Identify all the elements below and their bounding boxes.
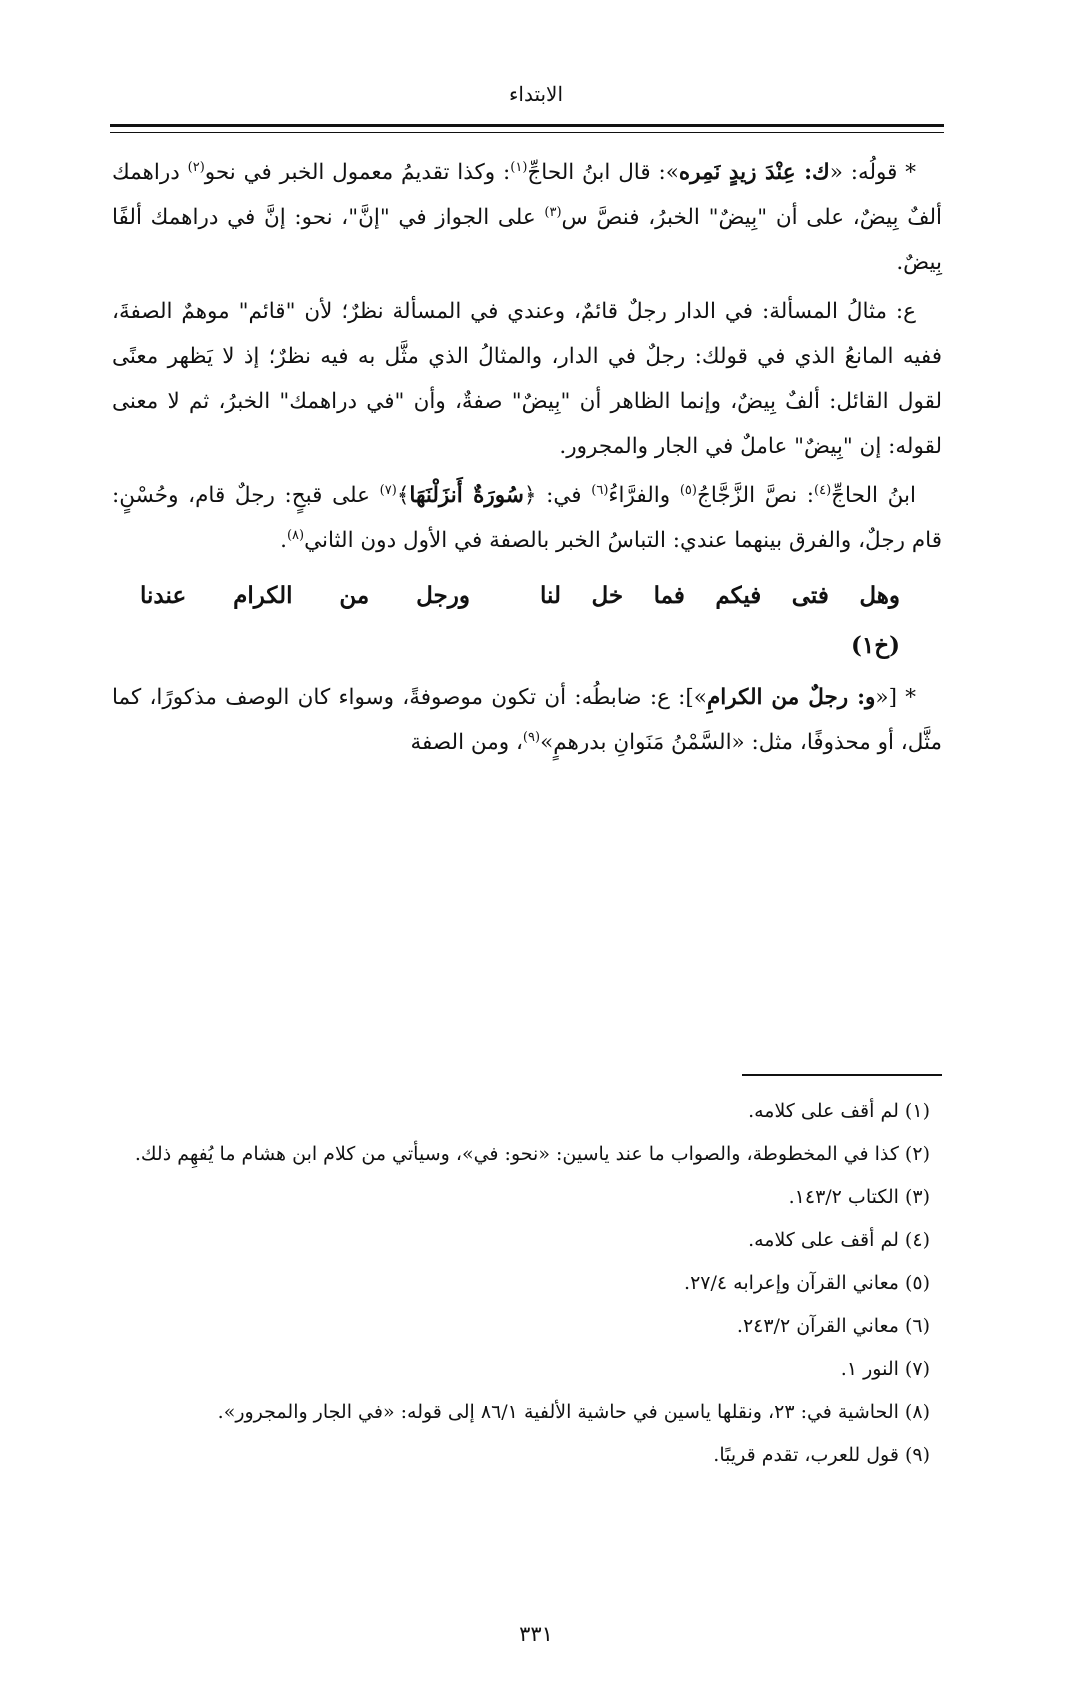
header-rule-thin	[110, 132, 944, 133]
verse-first-hemistich	[540, 571, 900, 621]
poetry-verse	[112, 571, 942, 621]
footnote: (٦) معاني القرآن ٢٤٣/٢.	[736, 1315, 930, 1337]
verse-word: الكرام	[233, 582, 293, 609]
footnote: (١) لم أقف على كلامه.	[748, 1100, 930, 1122]
quoted-phrase: و: رجلٌ من الكرامِ	[706, 685, 876, 710]
paragraph-1: * قولُه: «ك: عِنْدَ زيدٍ نَمِره»: قال ابنُ الحاجِّ$^{(١)}$: وكذا تقديمُ معمول الخبر في نحو$^{(٢)}$ دراهمك ألفٌ بِيضٌ، على أن "بِيضٌ" الخبرُ، فنصَّ س$^{(٣)}$ على الجواز في "إنَّ"، نحو: إنَّ في دراهمك ألفًا بِيضٌ.	[112, 159, 942, 275]
verse-reference: (خ١)	[851, 632, 900, 659]
quran-quote: سُورَةٌ أَنزَلْنَهَا	[409, 483, 524, 508]
footnotes	[112, 1090, 942, 1477]
verse-word: خل	[591, 582, 624, 609]
footnote: (٨) الحاشية في: ٢٣، ونقلها ياسين في حاشية الألفية ٨٦/١ إلى قوله: «في الجار والمجرور».	[217, 1401, 930, 1423]
footnote: (٩) قول للعرب، تقدم قريبًا.	[713, 1444, 930, 1466]
paragraph-3: ابنُ الحاجِّ$^{(٤)}$: نصَّ الزَّجَّاجُ$^{(٥)}$ والفرَّاءُ$^{(٦)}$ في: ﴿سُورَةٌ أَنزَلْنَهَا﴾$^{(٧)}$ على قبحٍ: رجلٌ قام، وحُسْنٍ: قام رجلٌ، والفرق بينهما عندي: التباسُ الخبر بالصفة في الأول دون الثاني$^{(٨)}$.	[112, 482, 942, 553]
verse-word: وهل	[859, 582, 900, 609]
page-number: ٣٣١	[519, 1622, 553, 1646]
footnote-ref: (٢)	[187, 159, 205, 175]
footnote: (٤) لم أقف على كلامه.	[748, 1229, 930, 1251]
footnote-ref: (٥)	[679, 482, 697, 498]
quoted-phrase: ك: عِنْدَ زيدٍ نَمِره	[678, 160, 830, 185]
main-text	[112, 150, 942, 769]
running-header: الابتداء	[508, 82, 564, 106]
footnote: (٣) الكتاب ١٤٣/٢.	[788, 1186, 930, 1208]
verse-second-hemistich	[140, 571, 470, 621]
verse-word: فيكم	[715, 582, 762, 609]
footnote-ref: (٨)	[286, 527, 305, 543]
verse-word: من	[339, 582, 370, 609]
footnote: (٧) النور ١.	[840, 1358, 930, 1380]
verse-word: فما	[653, 582, 685, 609]
footnote-separator	[742, 1074, 942, 1076]
verse-word: عندنا	[140, 582, 187, 609]
verse-word: فتى	[791, 582, 829, 609]
paragraph-2: ع: مثالُ المسألة: في الدار رجلٌ قائمٌ، وعندي في المسألة نظرٌ؛ لأن "قائم" موهمٌ الصفةَ، ففيه المانعُ الذي في قولك: رجلٌ في الدار، والمثالُ الذي مثَّل به فيه نظرٌ؛ إذ لا يَظهر معنًى لقول القائل: ألفٌ بِيضٌ، وإنما الظاهر أن "بِيضٌ" صفةٌ، وأن "في دراهمك" الخبرُ، ثم لا معنى لقوله: إن "بِيضٌ" عاملٌ في الجار والمجرور.	[112, 299, 942, 459]
verse-word: لنا	[540, 582, 561, 609]
footnote-ref: (٧)	[379, 482, 397, 498]
footnote-ref: (٦)	[591, 482, 609, 498]
verse-word: ورجل	[416, 582, 470, 609]
footnote: (٥) معاني القرآن وإعرابه ٢٧/٤.	[684, 1272, 930, 1294]
footnote: (٢) كذا في المخطوطة، والصواب ما عند ياسين: «نحو: في»، وسيأتي من كلام ابن هشام ما يُفهِم ذلك.	[134, 1143, 930, 1165]
header-rule-thick	[110, 124, 944, 127]
footnote-ref: (٩)	[522, 729, 541, 745]
footnote-ref: (١)	[510, 159, 528, 175]
footnote-ref: (٣)	[544, 204, 562, 220]
paragraph-4: * [«و: رجلٌ من الكرامِ»]: ع: ضابطُه: أن تكون موصوفةً، وسواء كان الوصف مذكورًا، كما مثَّل، أو محذوفًا، مثل: «السَّمْنُ مَنَوانِ بدرهمٍ»$^{(٩)}$، ومن الصفة	[112, 685, 942, 755]
footnote-ref: (٤)	[814, 482, 832, 498]
